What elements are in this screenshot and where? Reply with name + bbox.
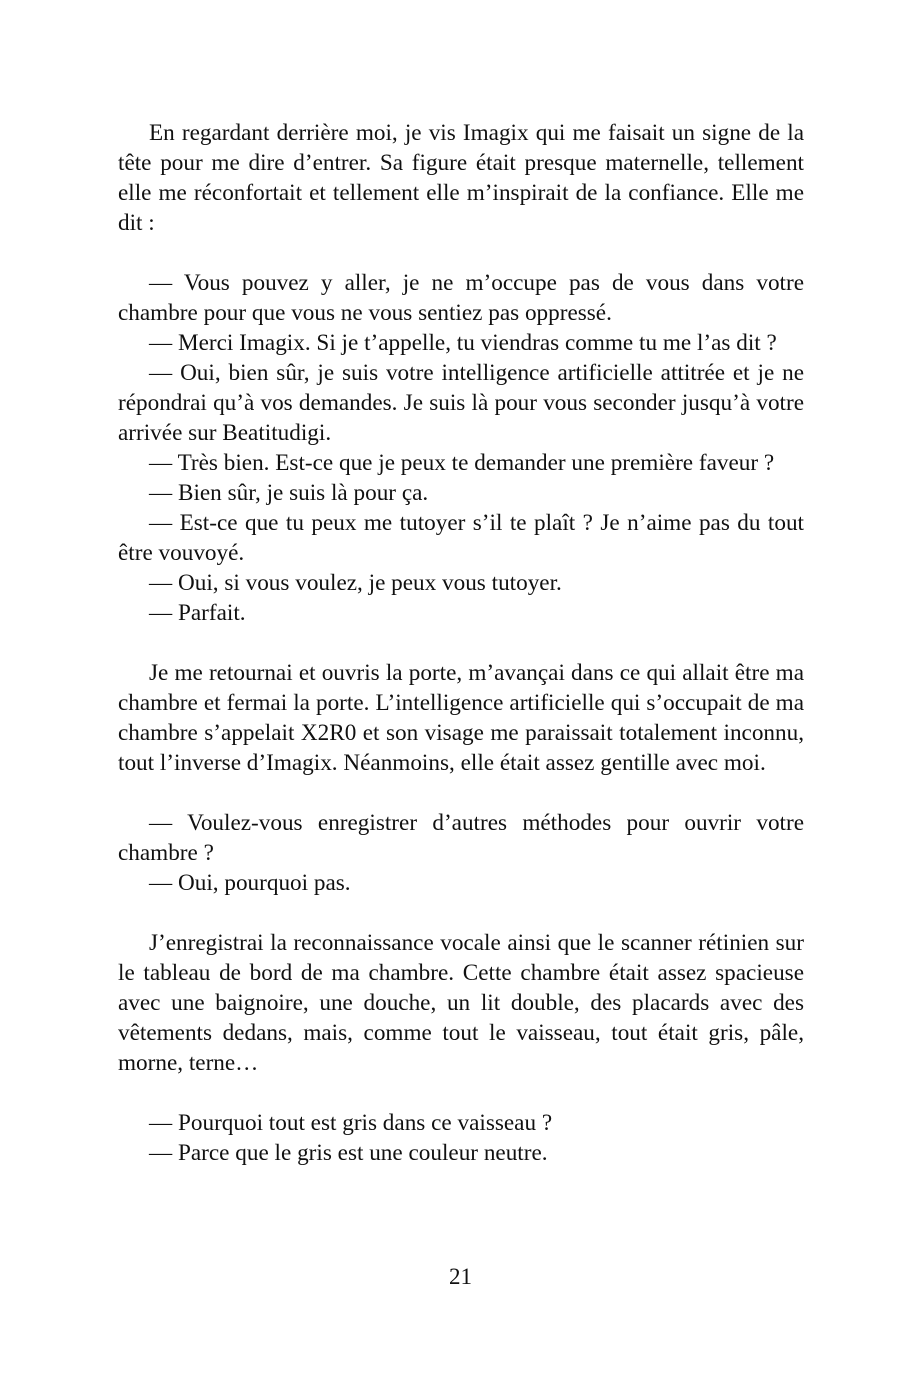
paragraph-gap (118, 238, 804, 268)
paragraph-gap (118, 628, 804, 658)
dialogue-line: — Pourquoi tout est gris dans ce vaisseau ? (149, 1110, 553, 1136)
narration-paragraph: J’enregistrai la reconnaissance vocale ainsi que le scanner rétinien sur le tableau de bord de ma chambre. Cette chambre était assez spacieuse avec une baignoire, une douche, un lit double, des placards avec des vêtements dedans, mais, comme tout le vaisseau, tout était gris, pâle, morne, terne… (118, 930, 804, 1076)
dialogue-line: — Très bien. Est-ce que je peux te demander une première faveur ? (149, 450, 775, 476)
narration-paragraph: En regardant derrière moi, je vis Imagix qui me faisait un signe de la tête pour me dire d’entrer. Sa figure était presque maternelle, tellement elle me réconfortait et tellement elle m’inspirait de la confiance. Elle me dit : (118, 120, 804, 236)
page-number: 21 (449, 1264, 472, 1289)
dialogue-line: — Oui, bien sûr, je suis votre intelligence artificielle attitrée et je ne répondrai qu’à vos demandes. Je suis là pour vous seconder jusqu’à votre arrivée sur Beatitudigi. (118, 360, 804, 446)
dialogue-line: — Bien sûr, je suis là pour ça. (149, 480, 429, 506)
dialogue-line: — Voulez-vous enregistrer d’autres méthodes pour ouvrir votre chambre ? (118, 810, 804, 866)
paragraph-gap (118, 778, 804, 808)
dialogue-line: — Parce que le gris est une couleur neutre. (149, 1140, 548, 1166)
dialogue-line: — Vous pouvez y aller, je ne m’occupe pas de vous dans votre chambre pour que vous ne vous sentiez pas oppressé. (118, 270, 804, 326)
page-body (118, 118, 804, 1168)
dialogue-line: — Parfait. (149, 600, 246, 626)
paragraph-gap (118, 1078, 804, 1108)
dialogue-line: — Oui, pourquoi pas. (149, 870, 351, 896)
dialogue-line: — Oui, si vous voulez, je peux vous tutoyer. (149, 570, 562, 596)
dialogue-line: — Est-ce que tu peux me tutoyer s’il te plaît ? Je n’aime pas du tout être vouvoyé. (118, 510, 804, 566)
narration-paragraph: Je me retournai et ouvris la porte, m’avançai dans ce qui allait être ma chambre et fermai la porte. L’intelligence artificielle qui s’occupait de ma chambre s’appelait X2R0 et son visage me paraissait totalement inconnu, tout l’inverse d’Imagix. Néanmoins, elle était assez gentille avec moi. (118, 660, 804, 776)
paragraph-gap (118, 898, 804, 928)
dialogue-line: — Merci Imagix. Si je t’appelle, tu viendras comme tu me l’as dit ? (149, 330, 777, 356)
